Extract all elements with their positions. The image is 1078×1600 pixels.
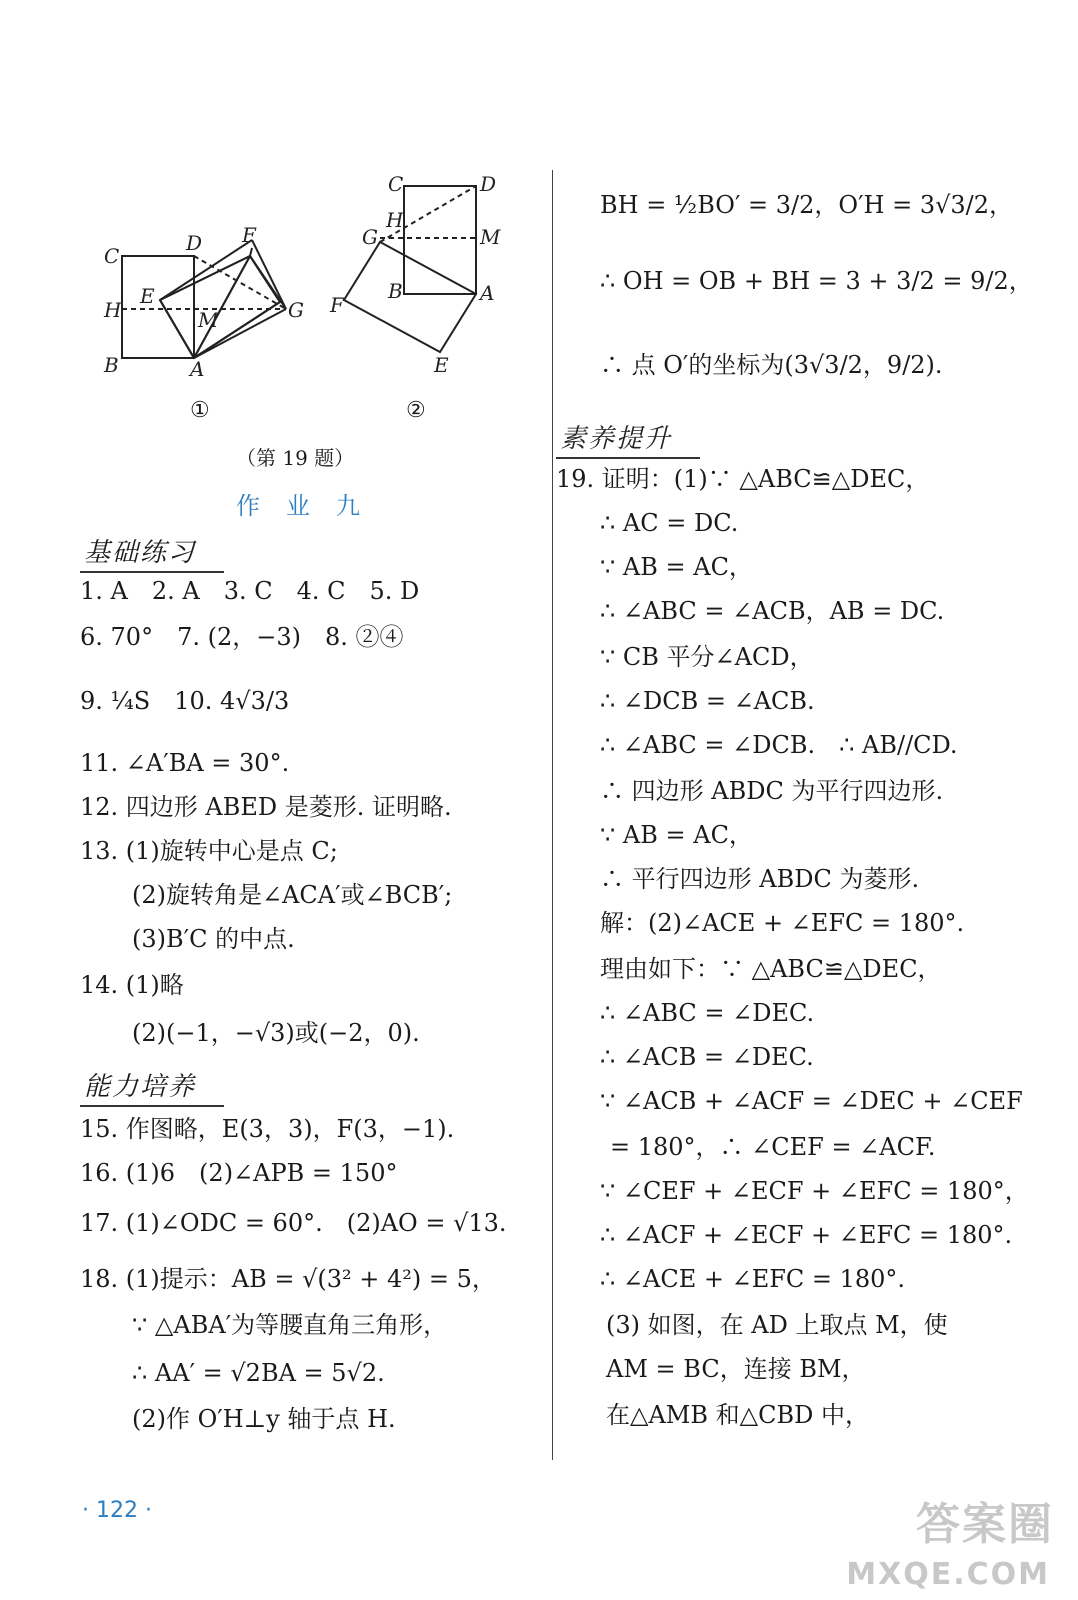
watermark-url: MXQE.COM: [846, 1557, 1050, 1592]
figure-2: [344, 186, 476, 352]
fig2-label-C: C: [388, 172, 404, 196]
answer-line: ∴ ∠ACE + ∠EFC = 180°.: [600, 1265, 906, 1293]
fig2-label-D: D: [480, 172, 497, 196]
answer-line: 理由如下：∵ △ABC≌△DEC，: [600, 955, 942, 983]
answer-line: ∵ AB = AC，: [600, 821, 753, 849]
answer-line: ∴ ∠ACF + ∠ECF + ∠EFC = 180°.: [600, 1221, 1013, 1249]
fig2-label-H: H: [386, 208, 404, 232]
answer-line: ∴ 点 O′的坐标为(3√3/2，9/2).: [600, 351, 943, 379]
answer-line: ∵ ∠ACB + ∠ACF = ∠DEC + ∠CEF: [600, 1087, 1023, 1115]
answer-line: 16. (1)6 (2)∠APB = 150°: [80, 1159, 398, 1187]
figure-2-number: ②: [406, 398, 426, 423]
answer-line: (3) 如图，在 AD 上取点 M，使: [606, 1311, 948, 1339]
section-basic-practice: 基础练习: [80, 532, 224, 573]
answer-line: ∴ ∠ABC = ∠DEC.: [600, 999, 815, 1027]
answer-line: ∴ ∠ACB = ∠DEC.: [600, 1043, 814, 1071]
watermark-logo: 答案圈: [916, 1499, 1054, 1550]
answer-line: ∵ ∠CEF + ∠ECF + ∠EFC = 180°，: [600, 1177, 1029, 1205]
answer-line: ∴ AA′ = √2BA = 5√2.: [132, 1359, 385, 1387]
answer-line: AM = BC，连接 BM，: [606, 1355, 866, 1383]
answer-line: 12. 四边形 ABED 是菱形. 证明略.: [80, 793, 452, 821]
fig2-label-M: M: [480, 225, 501, 249]
fig1-label-C: C: [104, 244, 120, 268]
answer-line: 在△AMB 和△CBD 中，: [606, 1401, 869, 1429]
fig1-label-F: F: [242, 223, 256, 247]
column-divider: [552, 170, 553, 1460]
answer-line: ∴ 平行四边形 ABDC 为菱形.: [600, 865, 920, 893]
fig1-label-H: H: [104, 298, 122, 322]
answer-line: 17. (1)∠ODC = 60°. (2)AO = √13.: [80, 1209, 507, 1237]
fig1-label-G: G: [288, 298, 304, 322]
fig1-label-A: A: [190, 357, 205, 381]
answer-line: 19. 证明：(1)∵ △ABC≌△DEC，: [556, 465, 930, 493]
answer-line: 15. 作图略，E(3，3)，F(3，−1).: [80, 1115, 455, 1143]
fig2-label-B: B: [388, 279, 403, 303]
answer-line: 6. 70° 7. (2，−3) 8. ②④: [80, 623, 404, 651]
answer-line: 1. A 2. A 3. C 4. C 5. D: [80, 577, 420, 605]
answer-line: ∵ CB 平分∠ACD，: [600, 643, 814, 671]
answer-line: ∵ AB = AC，: [600, 553, 753, 581]
answer-line: (2)作 O′H⊥y 轴于点 H.: [132, 1405, 396, 1433]
answer-line: ∴ OH = OB + BH = 3 + 3/2 = 9/2，: [600, 267, 1033, 295]
fig2-label-A: A: [480, 281, 495, 305]
answer-line: ∴ 四边形 ABDC 为平行四边形.: [600, 777, 944, 805]
page-number: · 122 ·: [82, 1498, 152, 1523]
answer-line: ∴ ∠DCB = ∠ACB.: [600, 687, 815, 715]
figure-1-number: ①: [190, 398, 210, 423]
fig1-label-D: D: [186, 231, 203, 255]
section-ability-training: 能力培养: [80, 1066, 224, 1107]
figure-caption: （第 19 题）: [236, 446, 355, 470]
answer-line: (3)B′C 的中点.: [132, 925, 295, 953]
answer-line: (2)(−1，−√3)或(−2，0).: [132, 1019, 420, 1047]
answer-line: = 180°，∴ ∠CEF = ∠ACF.: [610, 1133, 936, 1161]
answer-line: 14. (1)略: [80, 971, 184, 999]
figure-19: [90, 160, 530, 440]
homework-title: 作业九: [236, 492, 386, 520]
answer-line: ∵ △ABA′为等腰直角三角形，: [132, 1311, 448, 1339]
answer-line: ∴ ∠ABC = ∠DCB. ∴ AB//CD.: [600, 731, 958, 759]
fig2-label-F: F: [330, 293, 344, 317]
answer-line: 11. ∠A′BA = 30°.: [80, 749, 290, 777]
fig2-label-E: E: [434, 353, 449, 377]
answer-line: 9. ¼S 10. 4√3/3: [80, 687, 290, 715]
answer-line: (2)旋转角是∠ACA′或∠BCB′;: [132, 881, 453, 909]
answer-line: 13. (1)旋转中心是点 C;: [80, 837, 338, 865]
fig1-label-M: M: [198, 308, 219, 332]
answer-line: BH = ½BO′ = 3/2，O′H = 3√3/2，: [600, 191, 1014, 219]
fig1-label-B: B: [104, 353, 119, 377]
answer-line: 18. (1)提示：AB = √(3² + 4²) = 5，: [80, 1265, 496, 1293]
section-quality-improvement: 素养提升: [556, 418, 700, 459]
answer-line: ∴ ∠ABC = ∠ACB，AB = DC.: [600, 597, 945, 625]
answer-line: ∴ AC = DC.: [600, 509, 739, 537]
fig1-label-E: E: [140, 284, 155, 308]
answer-line: 解：(2)∠ACE + ∠EFC = 180°.: [600, 909, 965, 937]
fig2-label-G: G: [362, 225, 378, 249]
